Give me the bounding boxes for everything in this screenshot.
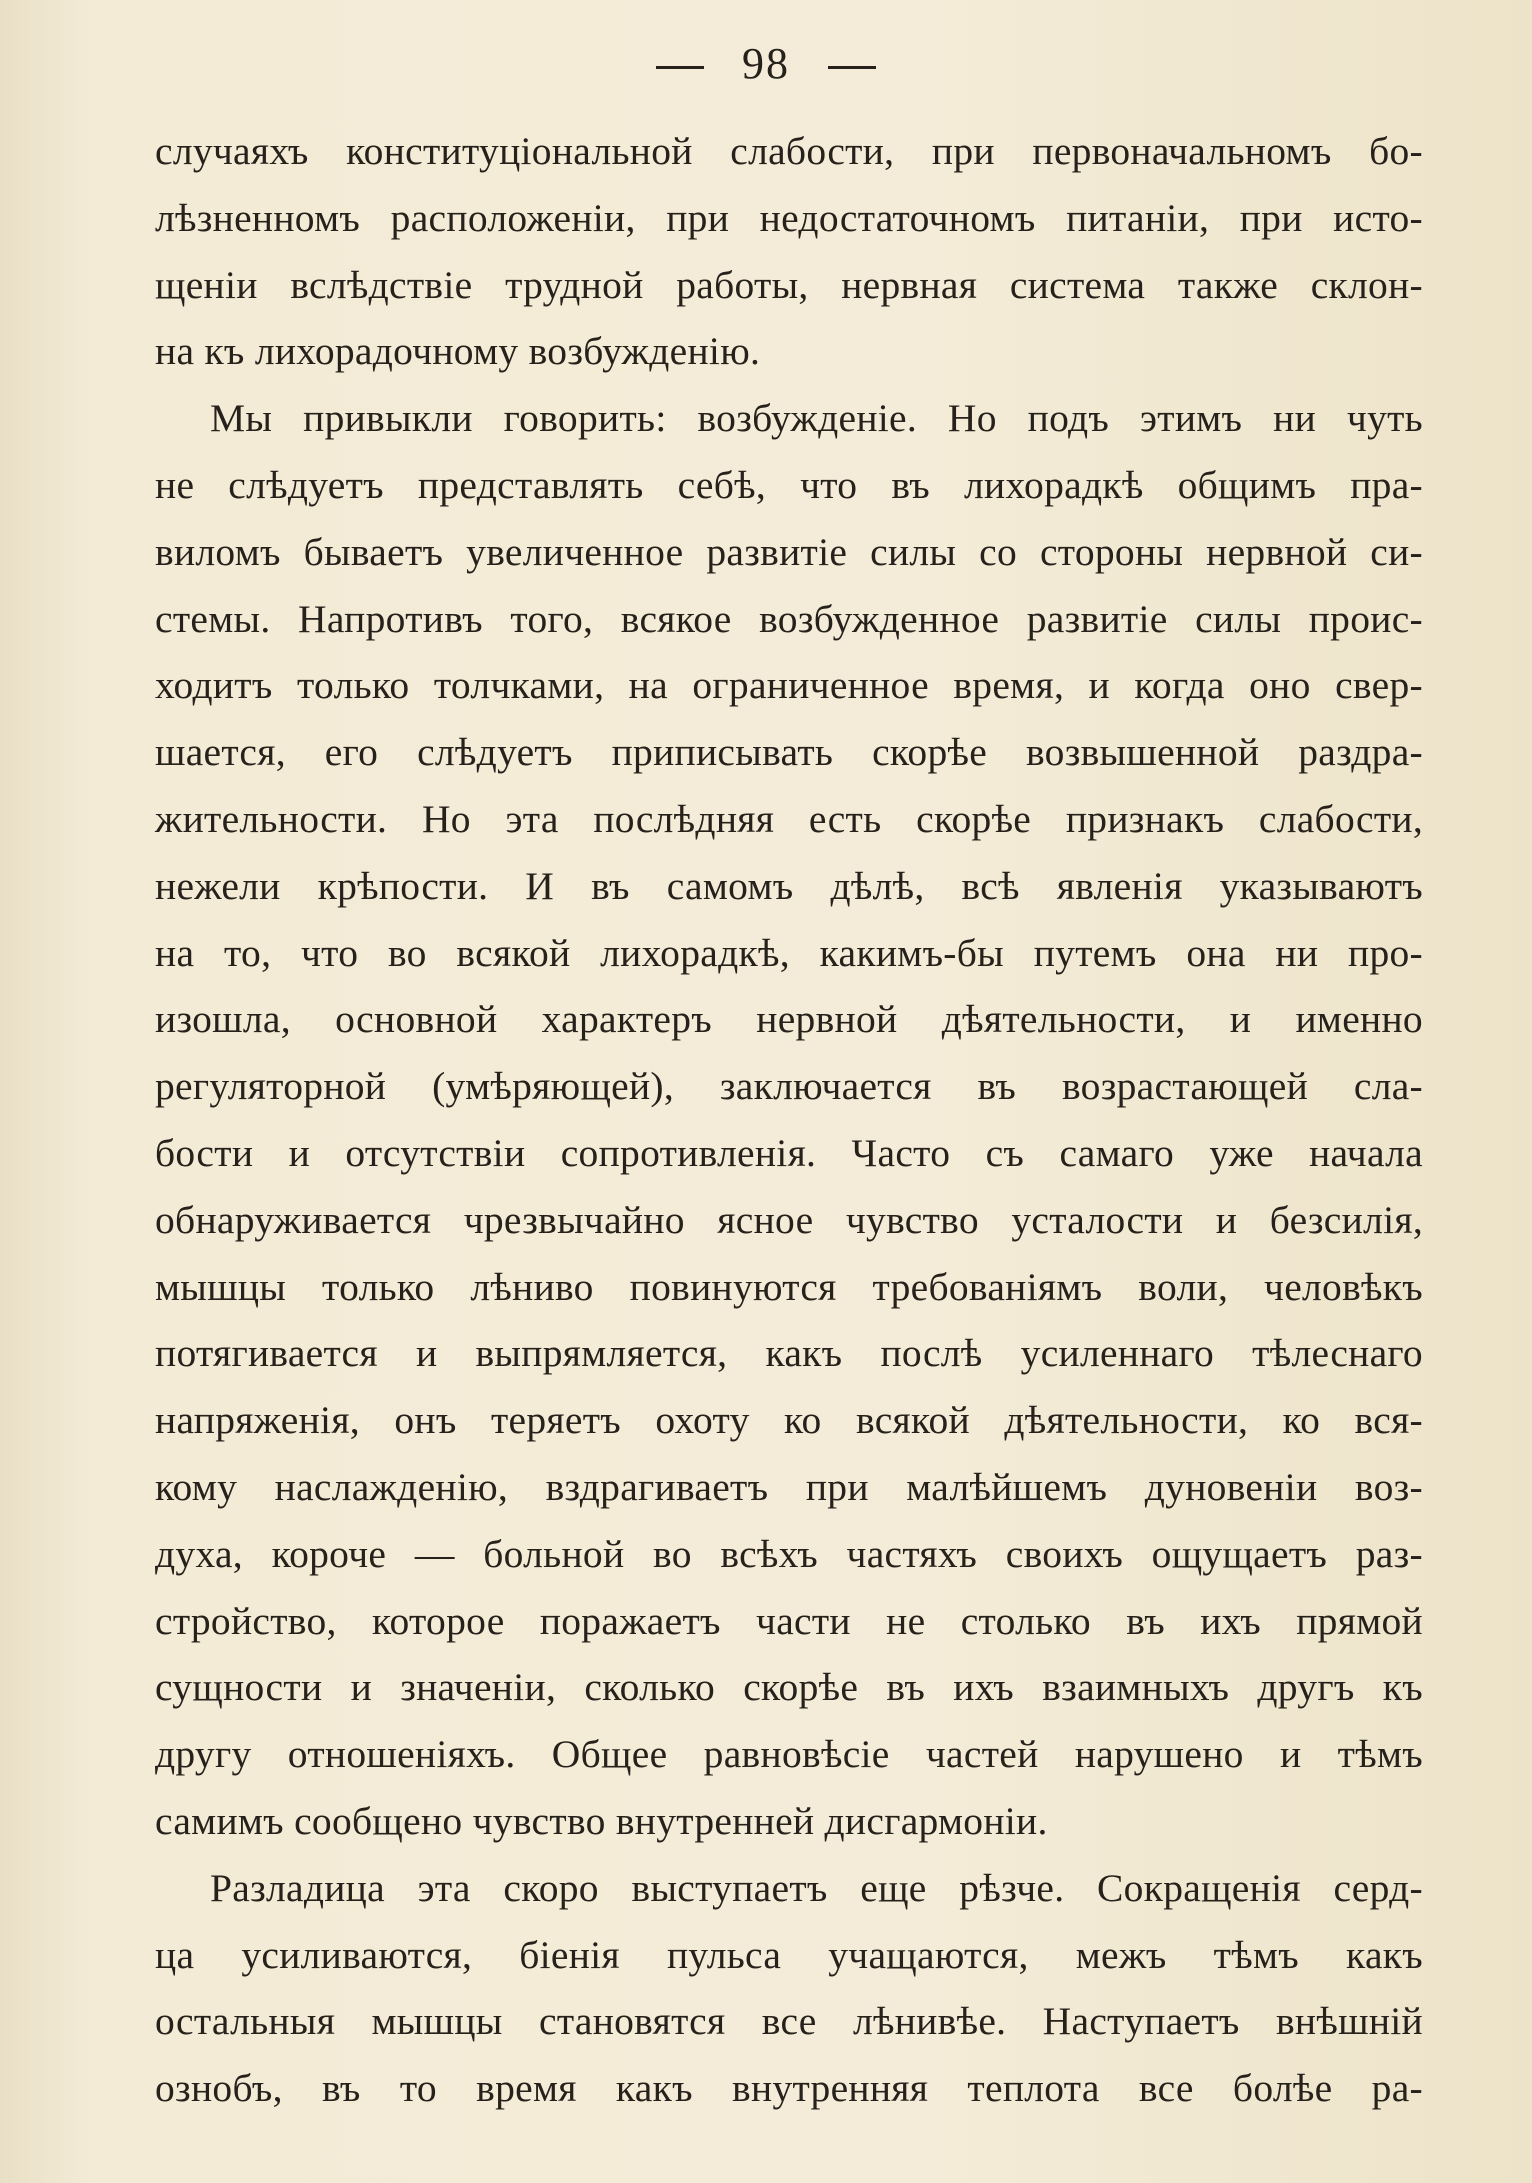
text-line: обнаруживается чрезвычайно ясное чувство усталости и безсилія, [155,1197,1423,1242]
text-line: мышцы только лѣниво повинуются требованіямъ воли, человѣкъ [155,1264,1423,1309]
text-line: на къ лихорадочному возбужденію. [155,329,761,374]
text-line: стемы. Напротивъ того, всякое возбужденное развитіе силы проис- [155,596,1423,641]
text-line: жительности. Но эта послѣдняя есть скорѣе признакъ слабости, [155,796,1423,841]
text-line: сущности и значеніи, сколько скорѣе въ ихъ взаимныхъ другъ къ [155,1665,1423,1710]
text-line: виломъ бываетъ увеличенное развитіе силы со стороны нервной си- [155,529,1423,574]
dash-left [656,66,704,69]
text-line: не слѣдуетъ представлять себѣ, что въ лихорадкѣ общимъ пра- [155,462,1423,507]
text-line: стройство, которое поражаетъ части не столько въ ихъ прямой [155,1598,1423,1643]
body-text [155,118,1423,2122]
text-line: напряженія, онъ теряетъ охоту ко всякой дѣятельности, ко вся- [155,1398,1423,1443]
text-line: ходитъ только толчками, на ограниченное время, и когда оно свер- [155,663,1423,708]
text-line: другу отношеніяхъ. Общее равновѣсіе частей нарушено и тѣмъ [155,1732,1423,1777]
text-line: изошла, основной характеръ нервной дѣятельности, и именно [155,997,1423,1042]
text-line: случаяхъ конституціональной слабости, при первоначальномъ бо- [155,129,1423,173]
page-header [0,38,1532,89]
text-line: Мы привыкли говорить: возбужденіе. Но подъ этимъ ни чуть [210,396,1423,441]
text-line: остальныя мышцы становятся все лѣнивѣе. Наступаетъ внѣшній [155,1999,1423,2044]
text-line: потягивается и выпрямляется, какъ послѣ усиленнаго тѣлеснаго [155,1331,1423,1376]
paragraph-3 [155,1855,1423,2122]
text-line: лѣзненномъ расположеніи, при недостаточномъ питаніи, при исто- [155,195,1423,240]
text-line: ца усиливаются, біенія пульса учащаются, межъ тѣмъ какъ [155,1932,1423,1977]
text-line: нежели крѣпости. И въ самомъ дѣлѣ, всѣ явленія указываютъ [155,863,1423,908]
text-line: на то, что во всякой лихорадкѣ, какимъ-бы путемъ она ни про- [155,930,1423,975]
text-line: Разладица эта скоро выступаетъ еще рѣзче. Сокращенія серд- [210,1865,1423,1910]
paragraph-1 [155,118,1423,385]
text-line: самимъ сообщено чувство внутренней дисгармоніи. [155,1798,1048,1843]
text-line: кому наслажденію, вздрагиваетъ при малѣйшемъ дуновеніи воз- [155,1464,1423,1509]
text-line: ознобъ, въ то время какъ внутренняя теплота все болѣе ра- [155,2066,1423,2111]
text-line: регуляторной (умѣряющей), заключается въ возрастающей сла- [155,1064,1423,1109]
text-line: шается, его слѣдуетъ приписывать скорѣе возвышенной раздра- [155,730,1423,775]
text-line: щеніи вслѣдствіе трудной работы, нервная система также склон- [155,262,1423,307]
text-line: духа, короче — больной во всѣхъ частяхъ своихъ ощущаетъ раз- [155,1531,1423,1576]
page-number: 98 [742,39,790,88]
dash-right [828,66,876,69]
text-line: бости и отсутствіи сопротивленія. Часто съ самаго уже начала [155,1130,1423,1175]
paragraph-2 [155,385,1423,1855]
